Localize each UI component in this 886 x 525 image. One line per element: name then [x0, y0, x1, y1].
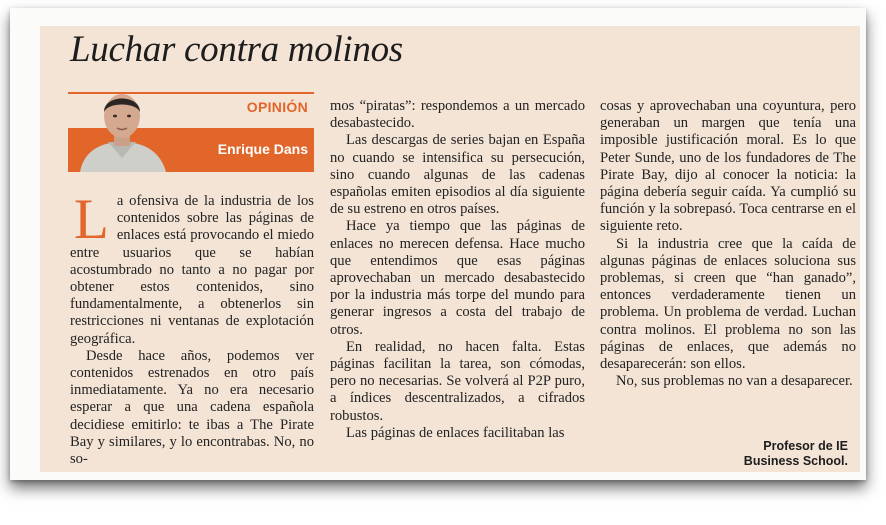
paragraph: En realidad, no hacen falta. Estas páginas facilitan la tarea, son cómodas, pero no necesarias. Se volverá al P2P puro, a índices descentralizados, a cifrados robustos. — [330, 338, 585, 424]
paragraph: Hace ya tiempo que las páginas de enlaces no merecen defensa. Hace mucho que entendimos que esas páginas aprovechaban un mercado desabastecido por la industria más torpe del mundo para generar ingresos a costa del trabajo de otros. — [330, 218, 585, 338]
article-column-3 — [600, 98, 856, 390]
paragraph: Las páginas de enlaces facilitaban las — [346, 424, 565, 441]
author-portrait — [78, 82, 168, 172]
article-card — [10, 8, 866, 480]
article-column-2 — [330, 98, 585, 442]
signature-line: Profesor de IE — [763, 439, 848, 453]
paragraph-continuation: cosas y aprovechaban una coyuntura, pero generaban un margen que tenía una imposible justificación moral. Es lo que Peter Sunde, uno de los fundadores de The Pirate Bay, dijo al conocer la noticia: la página debería seguir caída. Ya cumplió su función y la sobrepasó. Toca centrarse en el siguiente reto. — [600, 98, 856, 235]
paragraph: Desde hace años, podemos ver contenidos estrenados en otro país inmediatamente. Ya no era necesario esperar a que una cadena española decidiese emitirlo: te ibas a The Pirate Bay y similares, y lo encontrabas. No, no so- — [70, 347, 314, 468]
author-name: Enrique Dans — [217, 141, 308, 157]
author-signature — [744, 439, 848, 469]
paragraph: Las descargas de series bajan en España no cuando se intensifica su persecución, sino cuando algunas de las cadenas españolas emiten episodios al día siguiente de su estreno en otros países. — [330, 132, 585, 218]
paragraph: Si la industria cree que la caída de algunas páginas de enlaces soluciona sus problemas, si creen que “han ganado”, entonces verdaderamente tienen un problema. Un problema de verdad. Luchan contra molinos. El problema no son las páginas de enlaces, que además no desaparecerán: son ellos. — [600, 235, 856, 373]
drop-cap: L — [74, 188, 109, 251]
signature-line: Business School. — [743, 454, 848, 468]
headline: Luchar contra molinos — [70, 29, 403, 70]
byline-box — [68, 90, 314, 172]
paragraph: No, sus problemas no van a desaparecer. — [616, 373, 853, 390]
newspaper-clipping — [40, 26, 860, 472]
paragraph-continuation: mos “piratas”: respondemos a un mercado desabastecido. — [330, 98, 585, 132]
section-label: OPINIÓN — [246, 99, 308, 115]
article-column-1 — [70, 188, 314, 468]
lead-paragraph — [70, 188, 314, 348]
paragraph-text: a ofensiva de la industria de los contenidos sobre las páginas de enlaces está provocando el miedo entre usuarios que se habían acostumbrado no tanto a no pagar por obtener estos contenidos, sino fundamentalmente, a obtenerlos sin restricciones ni ventanas de explotación geográfica. — [70, 193, 314, 347]
